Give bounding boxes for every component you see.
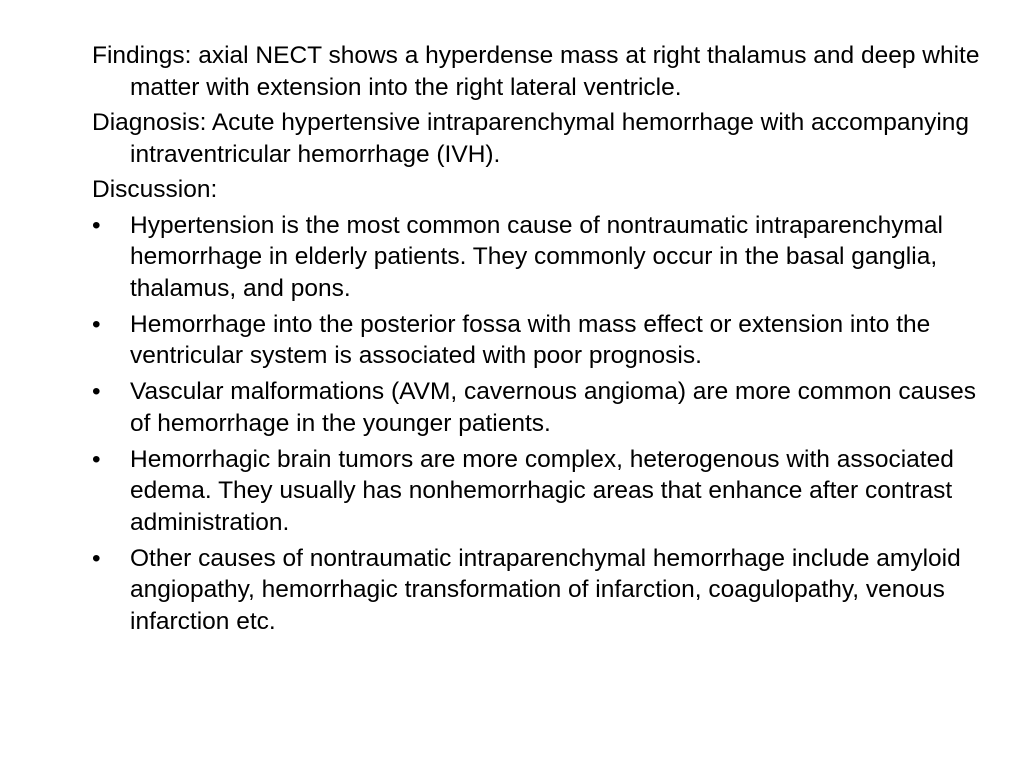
bullet-text: Hemorrhagic brain tumors are more complex, heterogenous with associated edema. They usually has nonhemorrhagic areas that enhance after contrast administration. [130, 445, 954, 536]
bullet-text: Hemorrhage into the posterior fossa with mass effect or extension into the ventricular system is associated with poor prognosis. [130, 310, 931, 369]
findings-text: Findings: axial NECT shows a hyperdense mass at right thalamus and deep white matter with extension into the right lateral ventricle. [92, 42, 980, 101]
bullet-text: Vascular malformations (AVM, cavernous angioma) are more common causes of hemorrhage in the younger patients. [130, 378, 977, 437]
bullet-icon: • [92, 378, 101, 405]
bullet-icon: • [92, 310, 101, 338]
discussion-bullet-list [92, 210, 992, 638]
bullet-icon: • [92, 445, 101, 473]
discussion-bullet-hypertension [92, 210, 992, 305]
diagnosis-text: Diagnosis: Acute hypertensive intraparenchymal hemorrhage with accompanying intraventricular hemorrhage (IVH). [92, 109, 970, 168]
discussion-bullet-posterior-fossa [92, 309, 992, 372]
discussion-bullet-vascular-malformations [92, 376, 992, 439]
discussion-heading: Discussion: [92, 176, 218, 203]
bullet-text: Other causes of nontraumatic intraparenchymal hemorrhage include amyloid angiopathy, hemorrhagic transformation of infarction, coagulopathy, venous infarction etc. [130, 544, 961, 635]
discussion-bullet-brain-tumors [92, 444, 992, 539]
discussion-bullet-other-causes [92, 543, 992, 638]
bullet-text: Hypertension is the most common cause of nontraumatic intraparenchymal hemorrhage in elderly patients. They commonly occur in the basal ganglia, thalamus, and pons. [130, 211, 943, 302]
bullet-icon: • [92, 211, 101, 239]
slide-content [92, 40, 992, 642]
bullet-icon: • [92, 544, 101, 572]
